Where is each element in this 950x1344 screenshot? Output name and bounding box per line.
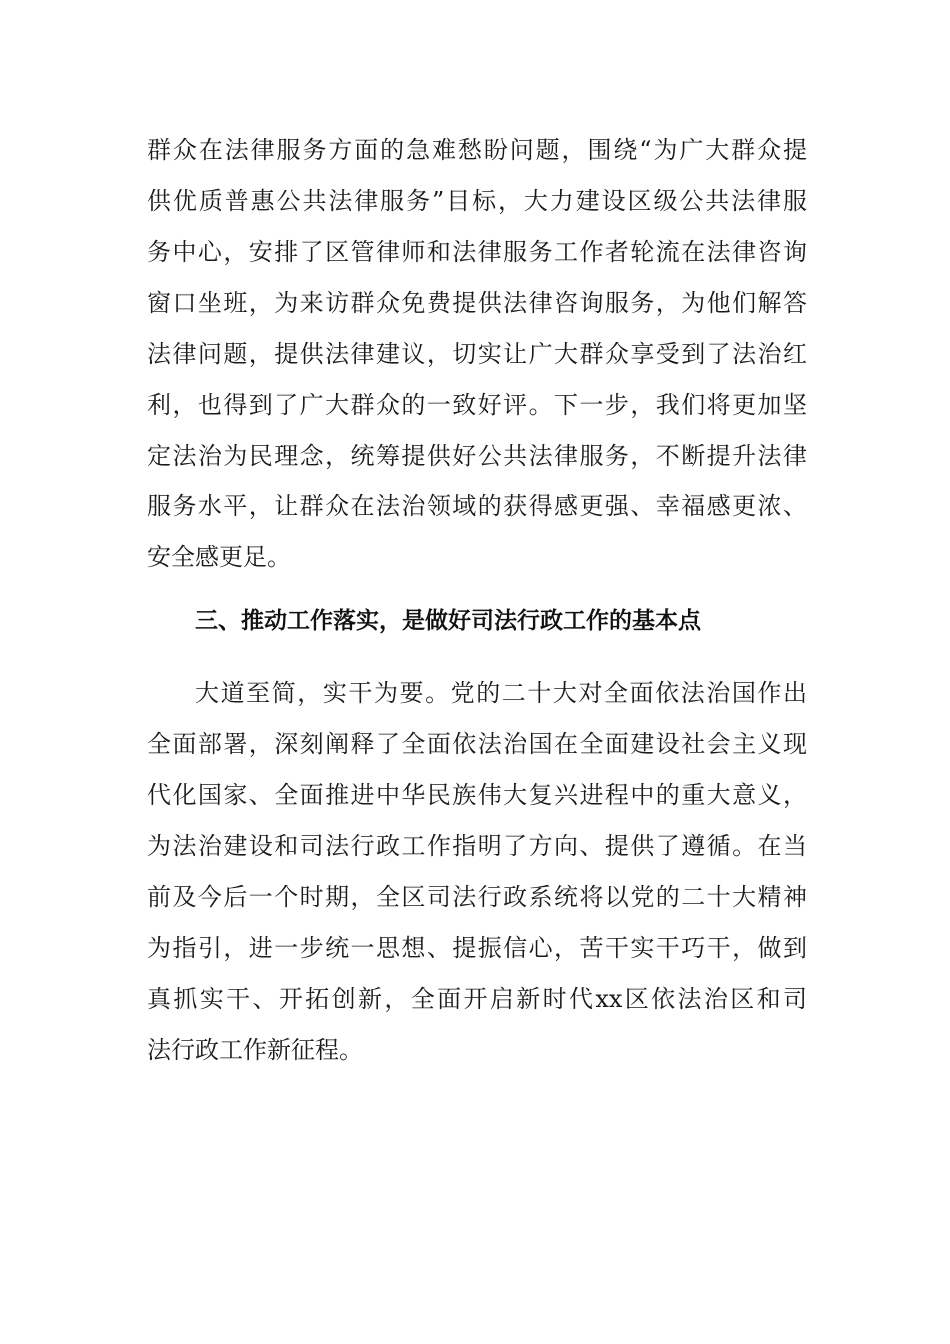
paragraph-2-line-4: 为法治建设和司法行政工作指明了方向、提供了遵循。在当 — [147, 832, 807, 860]
paragraph-1-line-7: 定法治为民理念，统筹提供好公共法律服务，不断提升法律 — [147, 442, 807, 470]
paragraph-1-line-3: 务中心，安排了区管律师和法律服务工作者轮流在法律咨询 — [147, 238, 807, 266]
paragraph-1-line-2: 供优质普惠公共法律服务”目标，大力建设区级公共法律服 — [147, 187, 807, 215]
paragraph-1-line-8: 服务水平，让群众在法治领域的获得感更强、幸福感更浓、 — [147, 492, 807, 520]
paragraph-1-line-5: 法律问题，提供法律建议，切实让广大群众享受到了法治红 — [147, 340, 807, 368]
paragraph-1-line-1: 群众在法律服务方面的急难愁盼问题，围绕“为广大群众提 — [147, 136, 807, 164]
paragraph-1-line-9: 安全感更足。 — [147, 543, 291, 571]
section-3-heading: 三、推动工作落实，是做好司法行政工作的基本点 — [195, 608, 701, 634]
paragraph-2-line-2: 全面部署，深刻阐释了全面依法治国在全面建设社会主义现 — [147, 730, 807, 758]
paragraph-1-line-6: 利，也得到了广大群众的一致好评。下一步，我们将更加坚 — [147, 391, 807, 419]
paragraph-2-line-3: 代化国家、全面推进中华民族伟大复兴进程中的重大意义， — [147, 781, 807, 809]
paragraph-2-line-8: 法行政工作新征程。 — [147, 1036, 363, 1064]
paragraph-2-line-7: 真抓实干、开拓创新，全面开启新时代xx区依法治区和司 — [147, 985, 807, 1013]
paragraph-2-line-1: 大道至简，实干为要。党的二十大对全面依法治国作出 — [195, 679, 807, 707]
paragraph-1-line-4: 窗口坐班，为来访群众免费提供法律咨询服务，为他们解答 — [147, 289, 807, 317]
paragraph-2-line-6: 为指引，进一步统一思想、提振信心，苦干实干巧干，做到 — [147, 934, 807, 962]
paragraph-2-line-5: 前及今后一个时期，全区司法行政系统将以党的二十大精神 — [147, 883, 807, 911]
